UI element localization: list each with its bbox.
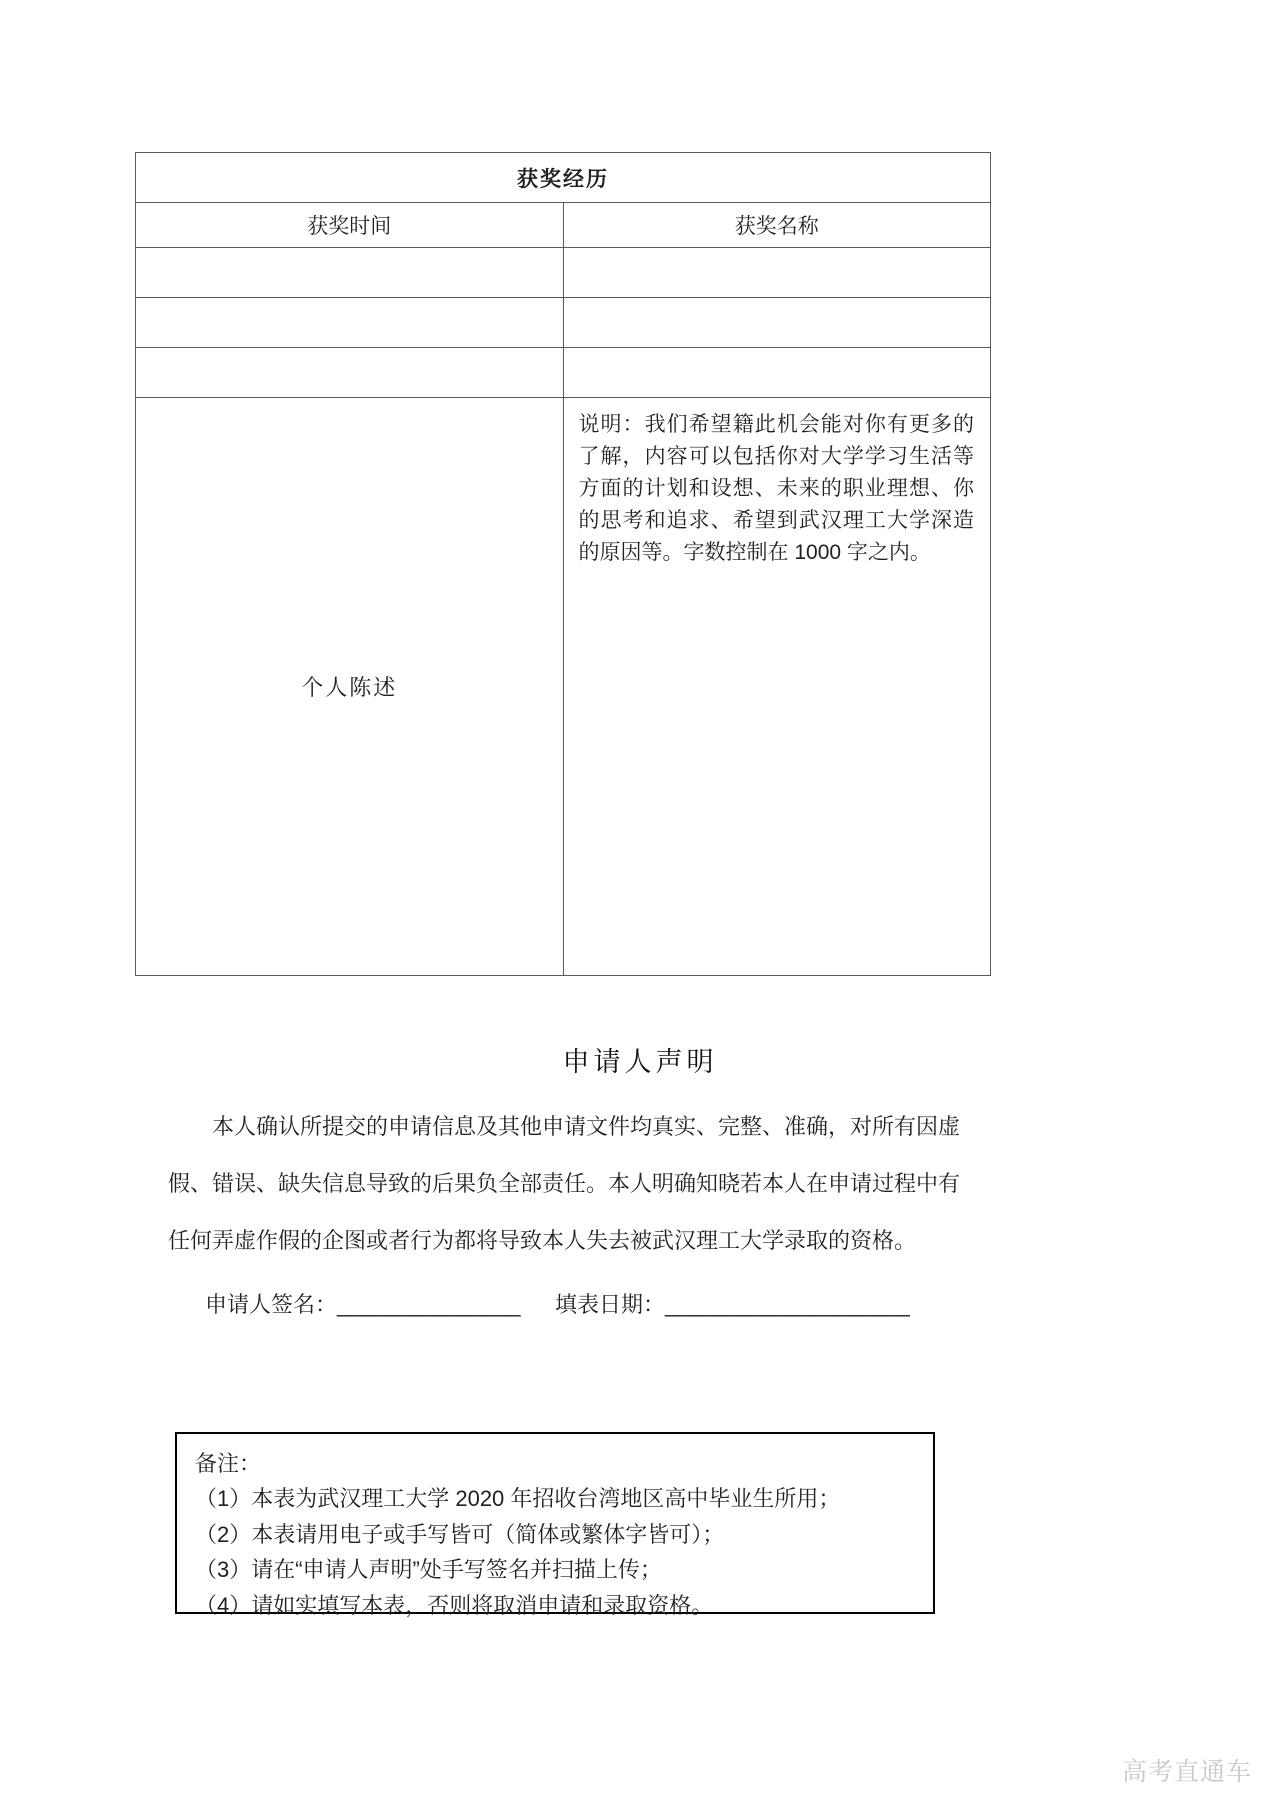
award-experience-table bbox=[135, 152, 991, 976]
signature-row bbox=[0, 1288, 1280, 1328]
personal-statement-label: 个人陈述 bbox=[136, 398, 564, 976]
date-label: 填表日期： bbox=[555, 1292, 666, 1317]
note-item-3: （3）请在“申请人声明”处手写签名并扫描上传； bbox=[195, 1557, 662, 1583]
award-name-cell bbox=[563, 298, 991, 348]
award-time-cell bbox=[136, 298, 564, 348]
award-time-column-header: 获奖时间 bbox=[136, 203, 564, 248]
award-table-title: 获奖经历 bbox=[136, 153, 991, 203]
award-name-cell bbox=[563, 248, 991, 298]
award-row bbox=[136, 298, 991, 348]
award-name-column-header: 获奖名称 bbox=[563, 203, 991, 248]
date-blank-line: ____________________ bbox=[665, 1292, 910, 1317]
award-row bbox=[136, 248, 991, 298]
note-item-4: （4）请如实填写本表，否则将取消申请和录取资格。 bbox=[195, 1593, 714, 1619]
declaration-title: 申请人声明 bbox=[562, 1047, 718, 1077]
notes-box bbox=[175, 1432, 935, 1619]
award-time-cell bbox=[136, 248, 564, 298]
personal-statement-cell bbox=[563, 398, 991, 976]
date-group bbox=[555, 1288, 910, 1319]
note-item-1: （1）本表为武汉理工大学 2020 年招收台湾地区高中毕业生所用； bbox=[195, 1486, 841, 1512]
award-time-cell bbox=[136, 348, 564, 398]
signature-blank-line: _______________ bbox=[337, 1292, 521, 1317]
award-row bbox=[136, 348, 991, 398]
signature-group bbox=[205, 1288, 521, 1319]
award-table-title-row bbox=[136, 153, 991, 203]
signature-label: 申请人签名： bbox=[205, 1292, 338, 1317]
declaration-body: 本人确认所提交的申请信息及其他申请文件均真实、完整、准确，对所有因虚假、错误、缺失信息导致的后果负全部责任。本人明确知晓若本人在申请过程中有任何弄虚作假的企图或者行为都将导致本人失去被武汉理工大学录取的资格。 bbox=[168, 1114, 961, 1254]
note-item-2: （2）本表请用电子或手写皆可（简体或繁体字皆可）； bbox=[195, 1521, 725, 1547]
personal-statement-instruction: 说明：我们希望籍此机会能对你有更多的了解，内容可以包括你对大学学习生活等方面的计划和设想、未来的职业理想、你的思考和追求、希望到武汉理工大学深造的原因等。字数控制在 1000 字之内。 bbox=[578, 413, 974, 564]
personal-statement-row bbox=[136, 398, 991, 976]
award-name-cell bbox=[563, 348, 991, 398]
watermark-text: 高考直通车 bbox=[1121, 1758, 1252, 1786]
award-table-header-row bbox=[136, 203, 991, 248]
notes-title: 备注： bbox=[195, 1451, 262, 1476]
